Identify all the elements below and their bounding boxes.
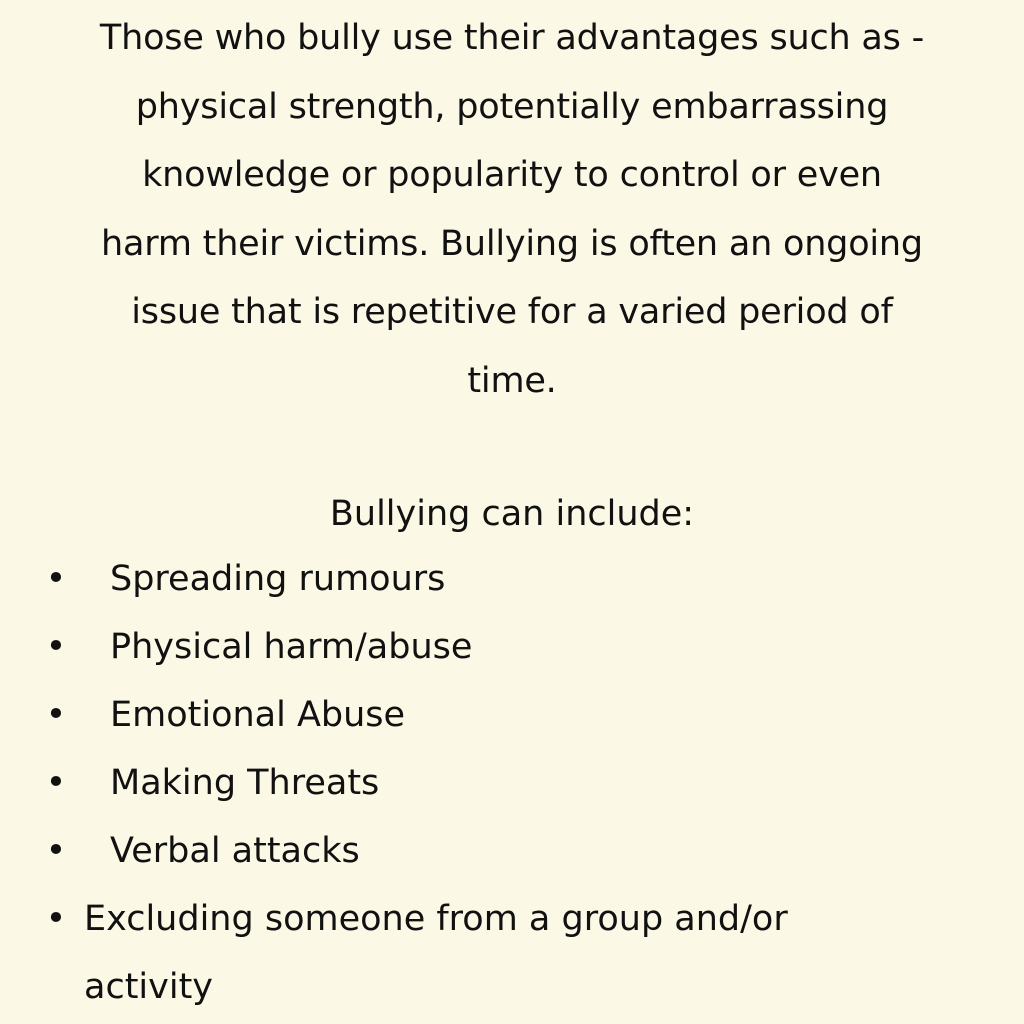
bullet-icon: • xyxy=(45,627,67,667)
list-item xyxy=(0,613,1024,681)
list-item-text: Verbal attacks xyxy=(110,831,360,871)
list-item xyxy=(0,681,1024,749)
bullet-icon: • xyxy=(45,763,67,803)
list-item-text xyxy=(84,885,984,1021)
intro-line: issue that is repetitive for a varied period of xyxy=(131,292,893,332)
intro-paragraph xyxy=(0,4,1024,415)
bullying-types-list xyxy=(0,545,1024,1021)
list-item xyxy=(0,545,1024,613)
list-item-line: Excluding someone from a group and/or xyxy=(84,899,788,939)
intro-line: time. xyxy=(467,360,557,401)
list-item-text: Physical harm/abuse xyxy=(110,627,473,667)
bullet-icon: • xyxy=(45,831,67,871)
list-item xyxy=(0,817,1024,885)
bullet-icon: • xyxy=(45,899,67,939)
intro-line: Those who bully use their advantages such as - xyxy=(99,18,925,58)
intro-line: physical strength, potentially embarrassing xyxy=(135,86,889,127)
list-item-text: Making Threats xyxy=(110,763,380,803)
intro-line: harm their victims. Bullying is often an ongoing xyxy=(101,223,923,264)
list-item xyxy=(0,749,1024,817)
intro-line: knowledge or popularity to control or even xyxy=(142,155,882,195)
list-item-line: activity xyxy=(84,967,214,1007)
list-item xyxy=(0,885,1024,1021)
list-item-text: Spreading rumours xyxy=(110,559,446,599)
bullet-icon: • xyxy=(45,559,67,599)
list-item-text: Emotional Abuse xyxy=(110,695,406,735)
list-heading: Bullying can include: xyxy=(329,494,695,534)
bullet-icon: • xyxy=(45,695,67,735)
